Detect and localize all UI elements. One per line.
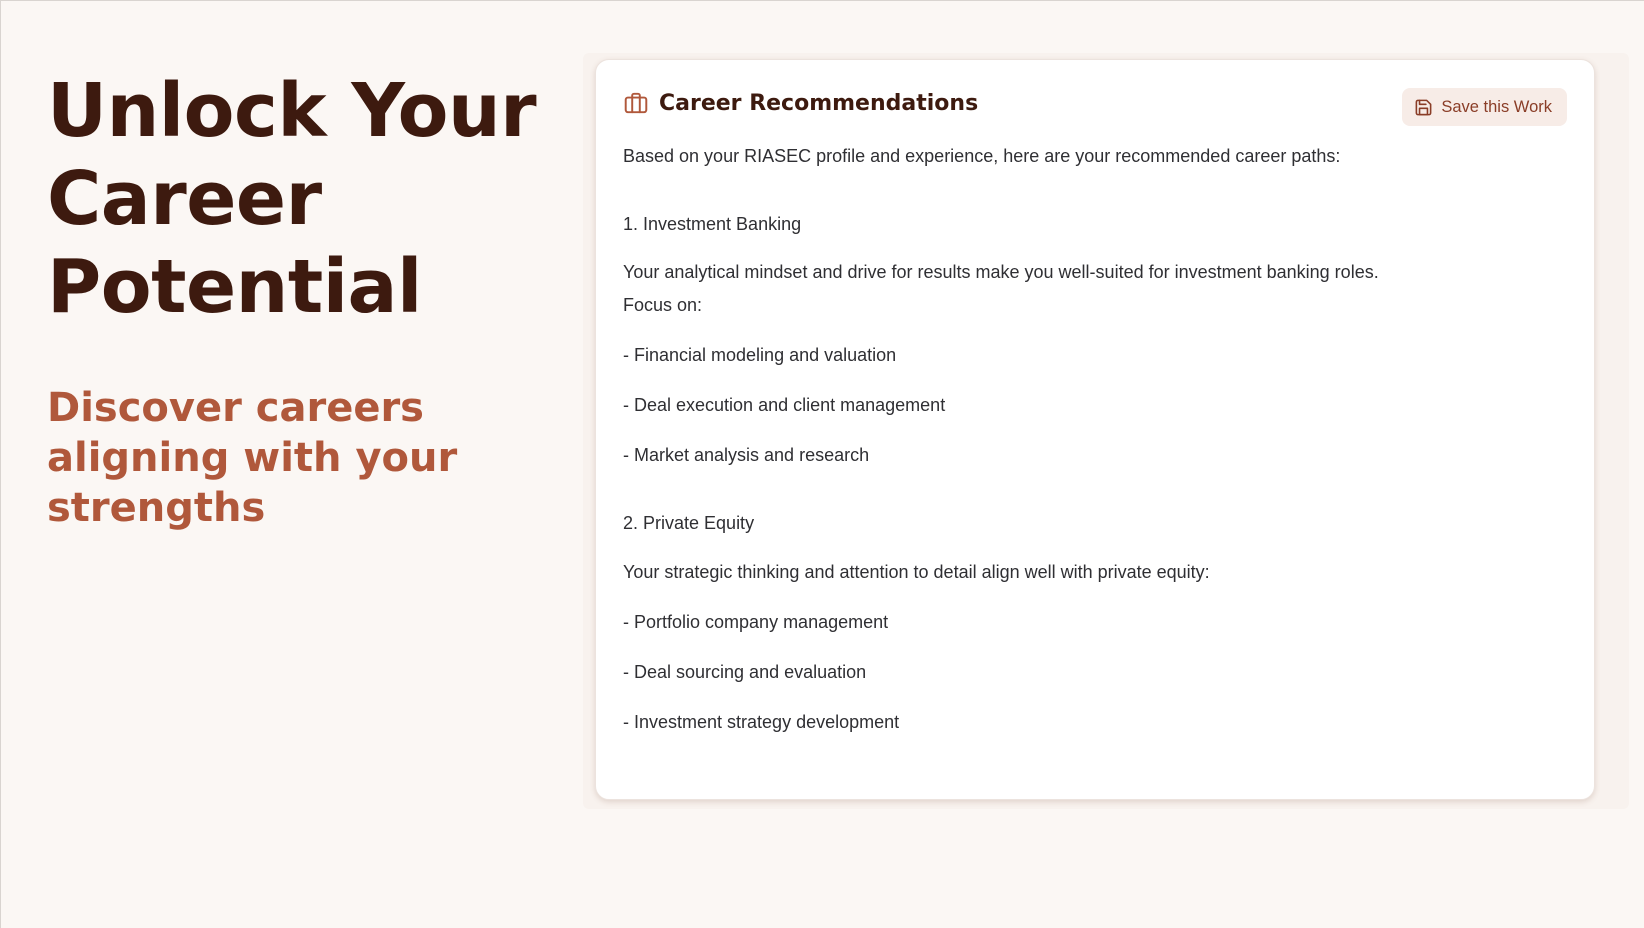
recommendation-heading: 2. Private Equity xyxy=(623,513,755,533)
recommendation-description: Your analytical mindset and drive for results make you well-suited for investment banking roles. Focus on: xyxy=(623,262,1379,315)
card-header xyxy=(623,90,978,116)
hero-subtitle: Discover careers aligning with your strengths xyxy=(47,385,458,531)
recommendation-point: - Portfolio company management xyxy=(623,612,889,632)
save-work-button[interactable] xyxy=(1402,88,1567,126)
save-icon xyxy=(1414,98,1433,117)
card-title: Career Recommendations xyxy=(659,90,979,116)
recommendation-point: - Financial modeling and valuation xyxy=(623,345,897,365)
hero-title: Unlock Your Career Potential xyxy=(47,68,537,330)
recommendation-point: - Market analysis and research xyxy=(623,445,870,465)
hero-section xyxy=(47,67,567,533)
recommendation-description: Your strategic thinking and attention to detail align well with private equity: xyxy=(623,562,1210,582)
recommendation-point: - Deal sourcing and evaluation xyxy=(623,662,867,682)
save-button-label: Save this Work xyxy=(1441,97,1552,116)
intro-text: Based on your RIASEC profile and experience, here are your recommended career paths: xyxy=(623,146,1341,166)
recommendation-heading: 1. Investment Banking xyxy=(623,214,802,234)
recommendation-point: - Investment strategy development xyxy=(623,712,900,732)
briefcase-icon xyxy=(623,90,649,116)
career-recommendations-card xyxy=(595,59,1595,800)
recommendation-point: - Deal execution and client management xyxy=(623,395,946,415)
